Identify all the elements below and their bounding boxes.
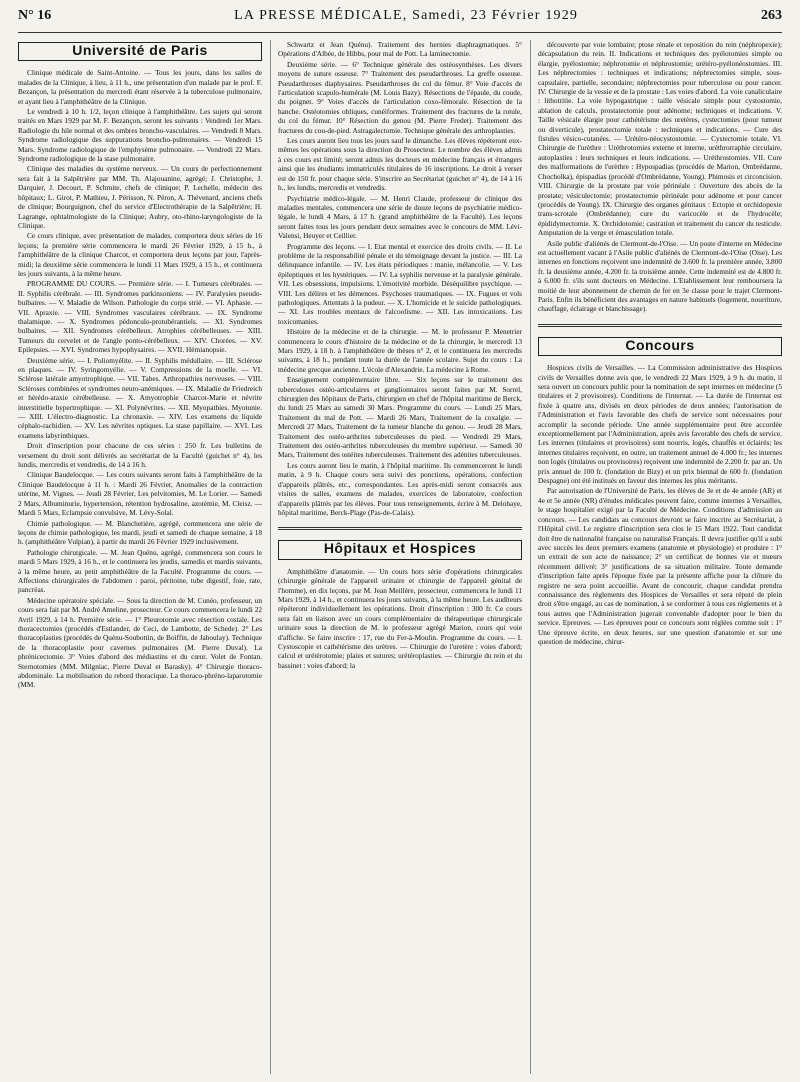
issue-number: N° 16 xyxy=(18,8,52,23)
column-2 xyxy=(278,40,522,1076)
article-paragraph: Hospices civils de Versailles. — La Commission administrative des Hospices civils de Versailles donne avis que, le vendredi 22 Mars 1929, à 9 h. du matin, il sera ouvert un concours public pour la nomination de sept internes en médecine (5 titulaires et 2 provisoires). Conditions de l'internat. — La durée de l'internat est fixée à quatre ans, divisés en deux périodes de deux années; l'autorisation de l'Administration et l'avis favorable des chefs de service sont nécessaires pour accomplir la seconde période. Une année supplémentaire peut être accordée exceptionnellement par l'Administration, après avis favorable des chefs de service. Les internes (titulaires et provisoires) sont nourris, logés, chauffés et éclairés; les internes titulaires reçoivent, en outre, un traitement annuel de 4.000 fr.; les internes non logés (titulaires ou provisoires) reçoivent une indemnité de 2.200 fr. par an. Un prix annuel de 100 fr. (fondation de Bizy) et un prix biennal de 600 fr. (fondation Despagne) ont été institués en faveur des internes les plus méritants. xyxy=(538,363,782,486)
article-paragraph: Histoire de la médecine et de la chirurgie. — M. le professeur P. Menetrier commencera le cours d'histoire de la médecine et de la chirurgie, le mercredi 13 Mars 1929, à 18 h. à l'amphithéâtre de thèses n° 2, et le continuera les mercredis suivants, à 18 h., pendant toute la durée de l'année scolaire. Sujet du cours : La médecine grecque ancienne. L'école d'Alexandrie. La médecine à Rome. xyxy=(278,327,522,374)
section-heading-universite: Université de Paris xyxy=(18,42,262,61)
page-number: 263 xyxy=(760,8,782,23)
article-paragraph: Le vendredi à 10 h. 1/2, leçon clinique à l'amphithéâtre. Les sujets qui seront traités en Mars 1929 par M. F. Bezançon, seront les suivants : Vendredi 1er Mars. Radiologie du hile normal et des ombres broncho-vasculaires. — Vendredi 8 Mars. Syndrome radiologique des suppurations broncho-pulmonaires. — Vendredi 15 Mars. Syndrome radiologique de l'emphysème pulmonaire. — Vendredi 22 Mars. Syndrome radiologique de la stase pulmonaire. xyxy=(18,107,262,164)
section-divider xyxy=(538,324,782,327)
article-paragraph: Deuxième série. — I. Poliomyélite. — II. Syphilis médullaire. — III. Sclérose en plaques. — IV. Syringomyélie. — V. Compressions de la moelle. — VI. Sclérose latérale amyotrophique. — VII. Tabes. Arthropathies nerveuses. — VIII. Scléroses combinées et syndromes neuro-anémiques. — IX. Maladie de Friedreich et hérédo-ataxie cérébelleuse. — X. Amyotrophie Charcot-Marie et névrite interstitielle hypertrophique. — XI. Polynévrites. — XII. Myopathies. Myotonie. — XIII. L'électro-diagnostic. La chronaxie. — XIV. Les examens du liquide céphalo-rachidien. — XV. Les névrites optiques. La stase papillaire. — XVI. Les examens labyrinthiques. xyxy=(18,355,262,440)
article-paragraph: Pathologie chirurgicale. — M. Jean Quénu, agrégé, commencera son cours le mardi 5 Mars 1929, à 16 h., et le continuera les jeudis, samedis et mardis suivants, à la même heure, au petit amphithéâtre de la Faculté. Programme du cours. — Affections chirurgicales de l'abdomen : paroi, péritoine, tube digestif, foie, rate, pancréas. xyxy=(18,547,262,595)
masthead-rule xyxy=(18,32,782,33)
masthead xyxy=(18,8,782,30)
article-paragraph: Par autorisation de l'Université de Paris, les élèves de 3e et de 4e année (AR) et 4e et 5e année (NR) d'études médicales peuvent faire, comme internes à Versailles, le stage hospitalier exigé par la Faculté de Médecine. Conditions d'admission au concours. — Les candidats au concours devront se faire inscrire au Secrétariat, à l'Hôpital civil. Le registre d'inscription sera clos le 15 Mars 1922. Tout candidat doit être de nationalité française ou naturalisé Français. Il devra justifier qu'il a subi avec succès les deux premiers examens (anatomie et physiologie) et produire : 1° un extrait de son acte de naissance; 2° un certificat de bonnes vie et mœurs récemment délivré; 3° justifications de sa situation militaire. Toute demande d'inscription faite après l'époque fixée par la présente affiche pour la clôture du registre ne sera point accueillie. Avant de concourir, chaque candidat prendra connaissance des règlements des Hospices de Versailles et sera réputé de plein droit s'être engagé, au cas de nomination, à se conformer à tous ces règlements et à tous autres que l'Administration jugerait convenable d'adopter pour le bien du service. Epreuves. — Les épreuves pour ce concours sont réglées comme suit : 1° Une épreuve écrite, en deux heures, sur une question d'anatomie et sur une question de médecine, chirur- xyxy=(538,486,782,646)
article-paragraph: Les cours auront lieu le matin, à l'hôpital maritime. Ils commenceront le lundi matin, à 9 h. Chaque cours sera suivi des ponctions, opérations, confection d'appareils plâtrés, etc., correspondantes. Les après-midi seront consacrés aux visites de salles, examens de malades, exercices de laboratoire, confection d'appareils plâtrés par les élèves. Pour tous renseignements, écrire à M. Delohaye, hôpital maritime, Berck-Plage (Pas-de-Calais). xyxy=(278,460,522,517)
article-paragraph: Clinique médicale de Saint-Antoine. — Tous les jours, dans les salles de malades de la Clinique, à lieu, à 11 h., une présentation d'un malade par le prof. F. Bezançon, la présentation du mercredi étant réservée à la tuberculose pulmonaire, et ayant lieu à l'amphithéâtre de la Clinique. xyxy=(18,68,262,106)
column-divider xyxy=(270,40,271,1074)
article-paragraph: Chimie pathologique. — M. Blanchetière, agrégé, commencera une série de leçons de chimie pathologique, les mardi, jeudi et samedi de chaque semaine, à 18 h. (amphithéâtre Vulpian), à partir du mardi 26 Février 1929 inclusivement. xyxy=(18,518,262,547)
article-paragraph: Clinique Baudelocque. — Les cours suivants seront faits à l'amphithéâtre de la Clinique Baudelocque à 11 h. : Mardi 26 Février, Anomalies de la contraction utérine, M. Vignes. — Jeudi 28 Février, Les pelvitomies, M. Le Lorier. — Samedi 2 Mars, Albuminurie, hypertension, rétention hydrosaline, azotémie, M. Cleisz. — Mardi 5 Mars, Eclampsie convulsive, M. Lévy-Solal. xyxy=(18,470,262,518)
article-paragraph: Droit d'inscription pour chacune de ces séries : 250 fr. Les bulletins de versement du droit sont délivrés au secrétariat de la Faculté (guichet n° 4), les lundis, mercredis et vendredis, de 14 à 16 h. xyxy=(18,441,262,470)
column-divider xyxy=(530,40,531,1074)
section-divider xyxy=(278,527,522,530)
article-paragraph: Les cours auront lieu tous les jours sauf le dimanche. Les élèves répéteront eux-mêmes les opérations sous la direction du Prosecteur. Le nombre des élèves admis à ces cours est limité; seront admis les docteurs en médecine français et étrangers ainsi que les étudiants immatriculés titulaires de 16 inscriptions. Le droit à verser est de 150 fr. pour chaque série. S'inscrire au Secrétariat (guichet n° 4), de 14 à 16 h., les lundis, mercredis et vendredis. xyxy=(278,136,522,193)
article-paragraph: Psychiatrie médico-légale. — M. Henri Claude, professeur de clinique des maladies mentales, commencera une série de douze leçons de psychiatrie médico-légale, le lundi 4 Mars, à 17 h. (grand amphithéâtre de la Faculté). Les leçons seront faites tous les jours pendant deux semaines avec le concours de MM. Lévi-Valensi, Heuyer et Ceillier. xyxy=(278,193,522,241)
article-paragraph: PROGRAMME DU COURS. — Première série. — I. Tumeurs cérébrales. — II. Syphilis cérébrale. — III. Syndromes parkinsoniens. — IV. Paralysies pseudo-bulbaires. — V. Maladie de Wilson. Pathologie du corps strié. — VI. Aphasie. — VII. Apraxie. — VIII. Syndromes vasculaires cérébraux. — IX. Syndrome thalamique. — X. Syndromes pédonculo-protubérantiels. — XI. Syndromes bulbaires. — XII. Syndromes cérébelleux. Atrophies cérébelleuses. — XIII. Tumeurs du cervelet et de l'angle ponto-cérébelleux. — XIV. Chorées. — XV. Epilepsies. — XVI. Syndromes hypophysaires. — XVII. Hémianopsie. xyxy=(18,279,262,355)
article-paragraph: Deuxième série. — 6° Technique générale des ostéosynthèses. Les divers moyens de suture osseuse. 7° Traitement des pseudarthroses. La greffe osseuse. Pseudarthroses diaphysaires. Pseudarthroses du col du fémur. 8° Voie d'accès de l'articulation scapulo-humérale (M. Louis Bazy). Résections de l'épaule, du coude, du poignet. 9° Voies d'accès de l'articulation coxo-fémorale. Résection de la hanche. Ostéotomies obliques, cunéiformes. Traitement des fractures de la rotule, du col du fémur. 10° Résection du genou (M. Pierre Fredet). Traitement des fractures du cou-de-pied. Astragalectomie. Technique générale des arthroplasties. xyxy=(278,59,522,135)
article-paragraph: Programme des leçons. — I. Etat mental et exercice des droits civils. — II. Le problème de la responsabilité pénale et du témoignage devant la justice. — III. La délinquance infantile. — IV. Les états périodiques : manie, mélancolie. — V. Les épileptiques et les hystériques. — IV. La syphilis nerveuse et la paralysie générale. VII. Les obsessions, impulsions. L'émotivité morbide. Déséquilibre psychique. — VIII. Les délires et les démences. Psychoses traumatiques. — IX. Fugues et vols pathologiques. Attentats à la pudeur. — X. L'homicide et le suicide pathologiques. — XI. Les troubles mentaux de l'alcoolisme. — XII. Les intoxications. Les toxicomanies. xyxy=(278,241,522,326)
article-paragraph: Asile public d'aliénés de Clermont-de-l'Oise. — Un poste d'interne en Médecine est actuellement vacant à l'Asile public d'aliénés de Clermont-de-l'Oise (Oise). Les internes en fonctions reçoivent une indemnité de 3.600 fr. la première année, 3.800 fr. la deuxième année, 4.200 fr. la troisième année. Cette indemnité est de 4.800 fr. à 6.000 fr. s'ils sont docteurs en Médecine. L'Etablissement leur remboursera la moitié de leur abonnement de chemin de fer en 3e classe pour le trajet Clermont-Paris. Enfin ils bénéficient des avantages en nature habituels (logement, nourriture, chauffage, éclairage et blanchissage). xyxy=(538,238,782,314)
article-paragraph: Ce cours clinique, avec présentation de malades, comportera deux séries de 16 leçons; la première série commencera le mardi 26 Février 1929, à 15 h., à l'amphithéâtre de la clinique Charcot, et comportera deux leçons par jour, l'après-midi; la deuxième série commencera le lundi 11 Mars 1929, à 15 h., et continuera les jours suivants, à la même heure. xyxy=(18,231,262,278)
article-paragraph: Médecine opératoire spéciale. — Sous la direction de M. Cunéo, professeur, un cours sera fait par M. André Ameline, prosecteur. Ce cours commencera le lundi 22 Avril 1929, à 14 h. Première série. — 1° Pleurotomie avec résection costale. Les thoracectomies (procédés d'Estlander, de Ceci, de Lambotte, de Schede). 2° Les thoracoplasties (procédés de Quénu-Soubottin, de Boiffin, de Jaboulay). Technique de la thoracoplastie pour cavernes pulmonaires (M. Pierre Duval). La phrénicectomie. 3° Voies d'abord des médiastins et du cœur. Volet de Fontan. Sternotomies (MM. Milgniac, Pierre Duval et Barasky). 4° Chirurgie thoraco-abdominale. La mobilisation du rebord thoracique. La thoraco-phréno-laparotomie (MM. xyxy=(18,595,262,690)
article-paragraph: Clinique des maladies du système nerveux. — Un cours de perfectionnement sera fait à la Salpêtrière par MM. Th. Alajouanine, agrégé; J. Christophe, J. Darquier, J. Decourt, P. Schmite, chefs de clinique; P. Lechelle, médecin des hôpitaux; L. Girot, P. Mathieu, J. Périsson, N. Péron, A. Thévenard, anciens chefs de clinique; Bourguignon, chef du service d'Electrothérapie de la Salpêtrière; H. Lagrange, ophtalmologiste de la Clinique; Aubry, oto-rhino-laryngologiste de la Clinique. xyxy=(18,164,262,230)
section-heading-concours: Concours xyxy=(538,337,782,356)
journal-title: LA PRESSE MÉDICALE, Samedi, 23 Février 1929 xyxy=(234,8,579,23)
article-paragraph: Enseignement complémentaire libre. — Six leçons sur le traitement des tuberculoses ostéo-articulaires et ganglionnaires seront faites par M. Sorrel, chirurgien des hôpitaux de Paris, chirurgien en chef de l'hôpital maritime de Berck, du lundi 25 Mars au samedi 30 Mars. Programme du cours. — Lundi 25 Mars, Traitement du mal de Pott. — Mardi 26 Mars, Traitement de la coxalgie. — Mercredi 27 Mars, Traitement de la tumeur blanche du genou. — Jeudi 28 Mars, Traitement des ostéo-arthrites tuberculeuses du pied. — Vendredi 29 Mars, Traitement des ostéo-arthrites tuberculeuses du membre supérieur. — Samedi 30 Mars, Traitement des ostéites tuberculeuses. Traitement des adénites tuberculeuses. xyxy=(278,375,522,460)
article-paragraph: Schwartz et Jean Quénu). Traitement des hernies diaphragmatiques. 5° Opérations d'Albée, de Hibbs, pour mal de Pott. La laminectomie. xyxy=(278,40,522,59)
column-1 xyxy=(18,40,262,1076)
article-paragraph: Amphithéâtre d'anatomie. — Un cours hors série d'opérations chirurgicales (chirurgie générale de l'appareil urinaire et chirurgie de l'appareil génital de l'homme), en dix leçons, par M. Jean Meillère, prosecteur, commencera le lundi 11 Mars 1929, à 14 h., et continuera les jours suivants, à la même heure. Les auditeurs répéteront individuellement les opérations. Droit d'inscription : 300 fr. Ce cours sera fait en liaison avec un cours complémentaire de thérapeutique chirurgicale urinaire sous la direction de M. le professeur agrégé Marion, cours qui voie d'affiche. Se faire inscrire : 17, rue du Fer-à-Moulin. Programme du cours. — I. Cystoscopie et cathétérisme des urètres. — Chirurgie de l'uretère : voies d'abord; calcul et urétérotomie; plaies et sutures; urétéroplasties. — Chirurgie du rein et du bassinet : voies d'abord; la xyxy=(278,566,522,670)
section-heading-hopitaux: Hôpitaux et Hospices xyxy=(278,540,522,559)
column-3 xyxy=(538,40,782,1076)
article-paragraph: découverte par voie lombaire; ptose rénale et reposition du rein (néphropexie); décapsulation du rein. II. Indications et techniques des pyélotomies simple ou élargie, pyélostomie; néphrotomie et néphrostomie; urétéro-pyélonéostomies. III. Les néphrectomies : techniques et indications; néphrectomies simple, sous-capsulaire, partielle, secondaire; néphrectomies pour tuberculose ou pour cancer. IV. Chirurgie de la vessie et de la prostate : Les voies d'abord. La voie canaliculaire : lithotritie. La voie hypogastrique : taille vésicale simple pour cystostomie, ablation de calculs, prostatectomie pour adénome; techniques et indications. V. Taille vésicale élargie pour cathétérisme des uretères, cystectomies (pour tumeur ou diverticule), prostatectomie totale : techniques et indications. — Cure des fistules vésico-cutanées. — Urétéro-néocystostomie. — Cystectomie totale. VI. Chirurgie de l'urèthre : Uréthrotomies externe et interne, uréthrorraphie circulaire, autoplasties : leurs techniques et leurs indications. — Uréthrostomies. VII. Cure des malformations de l'urèthre : Hypospadias (procédés de Marion, Ombrédanne, Chocholka), épispadias (procédé d'Ombrédanne, Young). Phimosis et circoncision. VIII. Chirurgie de la prostate par voie périnéale : Ouverture des abcès de la prostate; vésiculectomie; prostatectomie périnéale pour adénome et pour cancer (procédés de Young). IX. Chirurgie des organes génitaux : Ectopie et orchidopexie trans-scrotale (Ombrédanne); cure du varicocèle et de l'hydrocèle; épididymectomie. X. Orchidotomie; castration et traitement du cancer du testicule. Amputation de la verge et émasculation totale. xyxy=(538,40,782,238)
